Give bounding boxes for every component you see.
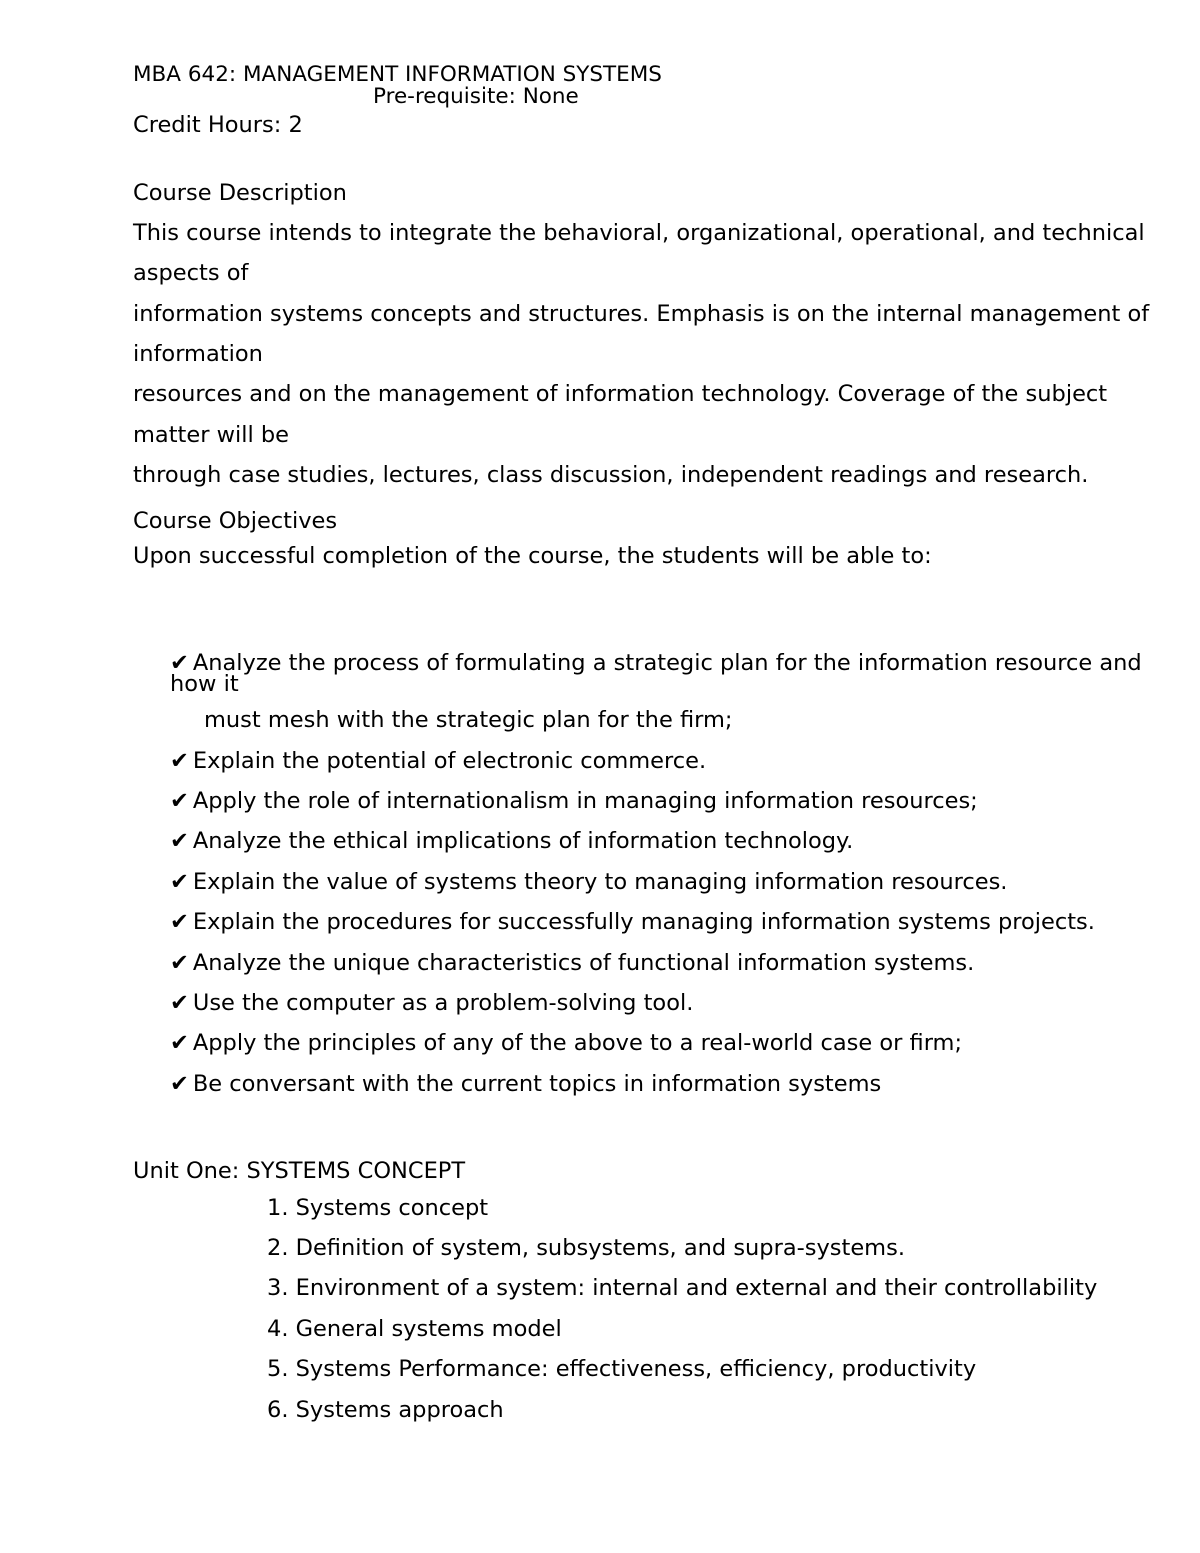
checkmark-icon: ✔	[170, 1030, 189, 1056]
checkmark-icon: ✔	[170, 909, 189, 935]
objective-text: Be conversant with the current topics in information systems	[192, 1071, 882, 1097]
objective-item	[170, 790, 978, 813]
objectives-intro: Upon successful completion of the course, the students will be able to:	[133, 543, 932, 569]
objective-item	[170, 992, 693, 1015]
objective-text: Explain the value of systems theory to managing information resources.	[192, 869, 1008, 895]
objective-item	[170, 652, 1142, 675]
unit-topic: 3. Environment of a system: internal and external and their controllability	[267, 1275, 1098, 1301]
objective-text: Analyze the process of formulating a strategic plan for the information resource and	[192, 650, 1142, 676]
objective-text: Apply the principles of any of the above to a real-world case or firm;	[192, 1030, 963, 1056]
course-objectives-heading: Course Objectives	[133, 508, 338, 534]
objective-item	[170, 911, 1095, 934]
checkmark-icon: ✔	[170, 990, 189, 1016]
description-line: through case studies, lectures, class discussion, independent readings and research.	[133, 462, 1089, 488]
unit-one-heading: Unit One: SYSTEMS CONCEPT	[133, 1158, 466, 1184]
checkmark-icon: ✔	[170, 748, 189, 774]
objective-item	[170, 952, 974, 975]
course-title: MBA 642: MANAGEMENT INFORMATION SYSTEMS	[133, 62, 662, 87]
description-line: aspects of	[133, 260, 249, 286]
description-line: information	[133, 341, 263, 367]
objective-item	[170, 1073, 881, 1096]
course-description-heading: Course Description	[133, 180, 347, 206]
checkmark-icon: ✔	[170, 650, 189, 676]
description-line: information systems concepts and structures. Emphasis is on the internal management of	[133, 301, 1150, 327]
checkmark-icon: ✔	[170, 950, 189, 976]
checkmark-icon: ✔	[170, 788, 189, 814]
description-line: This course intends to integrate the behavioral, organizational, operational, and technical	[133, 220, 1145, 246]
unit-topic: 2. Definition of system, subsystems, and supra-systems.	[267, 1235, 905, 1261]
objective-item	[170, 750, 706, 773]
unit-topic: 6. Systems approach	[267, 1397, 504, 1423]
description-line: matter will be	[133, 422, 290, 448]
objective-item	[170, 830, 853, 853]
objective-continuation: how it	[170, 671, 239, 697]
prerequisite: Pre-requisite: None	[373, 84, 579, 109]
checkmark-icon: ✔	[170, 869, 189, 895]
unit-topic: 1. Systems concept	[267, 1195, 489, 1221]
credit-hours: Credit Hours: 2	[133, 112, 303, 138]
objective-text: Explain the procedures for successfully managing information systems projects.	[192, 909, 1095, 935]
checkmark-icon: ✔	[170, 828, 189, 854]
objective-text: Analyze the unique characteristics of functional information systems.	[192, 950, 975, 976]
objective-item	[170, 1032, 962, 1055]
objective-continuation: must mesh with the strategic plan for the firm;	[204, 707, 733, 733]
description-line: resources and on the management of information technology. Coverage of the subject	[133, 381, 1108, 407]
objective-text: Apply the role of internationalism in managing information resources;	[192, 788, 978, 814]
unit-topic: 4. General systems model	[267, 1316, 562, 1342]
objective-item	[170, 871, 1007, 894]
objective-text: Use the computer as a problem-solving tool.	[192, 990, 694, 1016]
checkmark-icon: ✔	[170, 1071, 189, 1097]
objective-text: Analyze the ethical implications of information technology.	[192, 828, 854, 854]
unit-topic: 5. Systems Performance: effectiveness, efficiency, productivity	[267, 1356, 977, 1382]
objective-text: Explain the potential of electronic commerce.	[192, 748, 707, 774]
